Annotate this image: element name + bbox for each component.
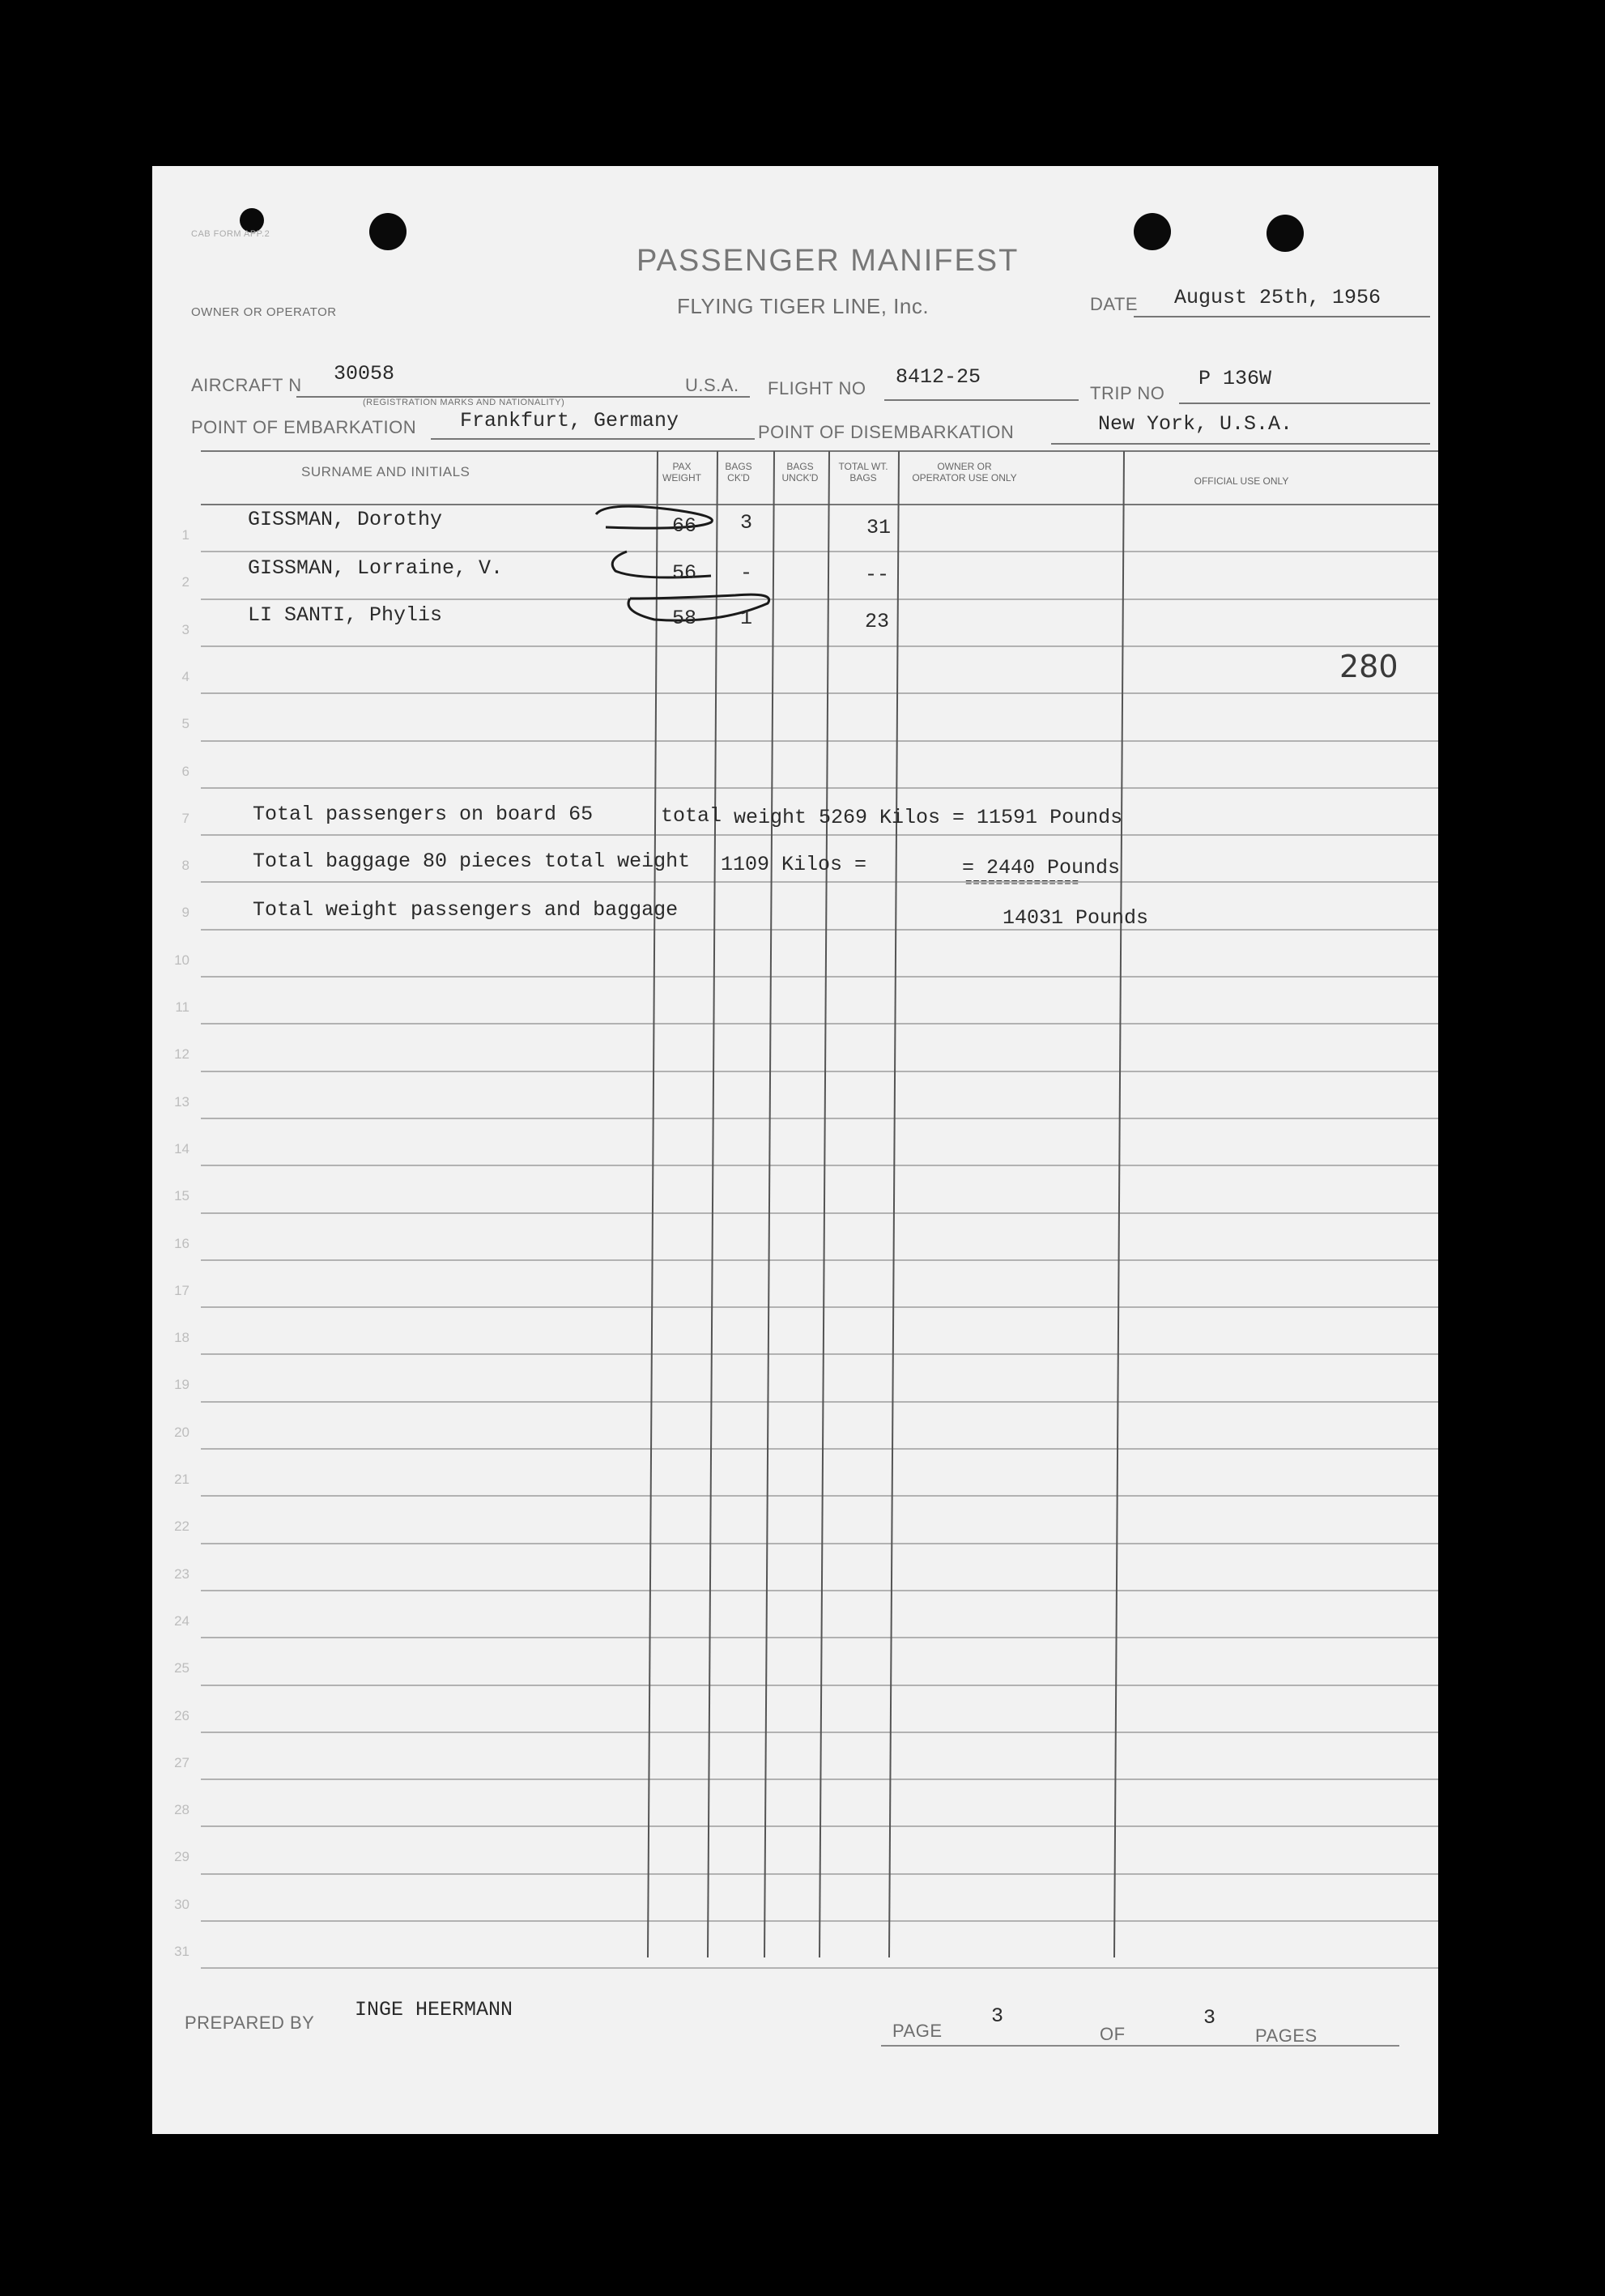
- disembark-label: POINT OF DISEMBARKATION: [758, 422, 1015, 442]
- passenger-1-name: GISSMAN, Dorothy: [248, 508, 443, 531]
- row-number: 1: [181, 527, 189, 543]
- row-number: 27: [174, 1754, 189, 1770]
- passenger-3-total-wt: 23: [865, 610, 890, 633]
- registration-note: (REGISTRATION MARKS AND NATIONALITY): [363, 398, 565, 407]
- table-column-rule: [820, 451, 829, 1957]
- date-label: DATE: [1090, 294, 1139, 314]
- row-number: 21: [174, 1472, 189, 1487]
- row-number: 9: [181, 905, 189, 921]
- summary-line-3a: Total weight passengers and baggage: [253, 898, 679, 922]
- summary-line-2a: Total baggage 80 pieces total weight: [253, 850, 691, 873]
- pages-label: PAGES: [1255, 2026, 1318, 2046]
- row-number: 7: [181, 810, 189, 826]
- col-header-bags-unckd: BAGS UNCK'D: [781, 461, 819, 483]
- flight-value: 8412-25: [896, 365, 981, 389]
- row-number: 25: [174, 1660, 189, 1676]
- date-value: August 25th, 1956: [1174, 286, 1381, 309]
- row-number: 10: [174, 952, 189, 968]
- row-number: 18: [174, 1330, 189, 1346]
- summary-line-1b: total: [661, 804, 722, 828]
- owner-label: OWNER OR OPERATOR: [191, 305, 337, 319]
- summary-line-1a: Total passengers on board 65: [253, 803, 594, 826]
- aircraft-value: 30058: [334, 362, 395, 386]
- row-number: 4: [181, 668, 189, 684]
- page-title: PASSENGER MANIFEST: [636, 244, 1020, 278]
- row-number: 22: [174, 1519, 189, 1535]
- row-number: 28: [174, 1802, 189, 1818]
- table-column-rule: [648, 451, 658, 1957]
- ruled-lines: [152, 166, 1438, 2134]
- flight-label: FLIGHT NO: [768, 378, 866, 398]
- passenger-2-total-wt: --: [865, 563, 890, 586]
- col-header-total-wt: TOTAL WT. BAGS: [838, 461, 888, 483]
- form-code: CAB FORM APP.2: [191, 229, 270, 239]
- page-label: PAGE: [892, 2021, 943, 2041]
- col-header-official-use: OFFICIAL USE ONLY: [1194, 475, 1289, 487]
- table-column-rule: [764, 451, 774, 1957]
- row-number: 16: [174, 1235, 189, 1251]
- row-number: 3: [181, 621, 189, 637]
- summary-line-2c: = 2440 Pounds: [962, 856, 1121, 880]
- passenger-3-name: LI SANTI, Phylis: [248, 603, 443, 627]
- row-number: 17: [174, 1282, 189, 1298]
- passenger-2-bags-ckd: -: [740, 561, 753, 585]
- country-label: U.S.A.: [685, 375, 739, 395]
- row-number: 23: [174, 1565, 189, 1582]
- row-number: 20: [174, 1424, 189, 1440]
- passenger-1-bags-ckd: 3: [740, 511, 753, 535]
- summary-line-2-underline: ===============: [965, 877, 1080, 890]
- row-number: 24: [174, 1612, 189, 1629]
- row-number: 6: [181, 763, 189, 779]
- owner-value: FLYING TIGER LINE, Inc.: [677, 294, 930, 318]
- summary-line-2b: 1109 Kilos =: [721, 853, 867, 876]
- passenger-3-pax-weight: 58: [672, 607, 697, 630]
- of-value: 3: [1203, 2006, 1216, 2030]
- row-number: 30: [174, 1896, 189, 1912]
- row-number: 12: [174, 1046, 189, 1063]
- col-header-owner-use: OWNER OR OPERATOR USE ONLY: [912, 461, 1017, 483]
- embark-value: Frankfurt, Germany: [460, 409, 679, 432]
- col-header-bags-ckd: BAGS CK'D: [725, 461, 752, 483]
- row-number: 11: [175, 999, 189, 1015]
- table-column-rule: [1114, 451, 1124, 1957]
- col-header-pax-weight: PAX WEIGHT: [662, 461, 701, 483]
- row-number: 26: [174, 1707, 189, 1723]
- row-number: 8: [181, 858, 189, 874]
- row-number: 2: [181, 574, 189, 590]
- trip-label: TRIP NO: [1090, 383, 1165, 403]
- passenger-1-pax-weight: 66: [672, 514, 697, 538]
- row-number: 13: [174, 1093, 189, 1110]
- embark-label: POINT OF EMBARKATION: [191, 417, 417, 437]
- summary-line-1c: weight 5269 Kilos = 11591 Pounds: [734, 806, 1123, 829]
- disembark-value: New York, U.S.A.: [1098, 412, 1293, 436]
- col-header-name: SURNAME AND INITIALS: [301, 464, 470, 479]
- row-number: 5: [181, 716, 189, 732]
- table-column-rule: [708, 451, 717, 1957]
- passenger-2-name: GISSMAN, Lorraine, V.: [248, 556, 504, 580]
- prepared-label: PREPARED BY: [185, 2013, 315, 2033]
- prepared-value: INGE HEERMANN: [355, 1998, 513, 2021]
- trip-value: P 136W: [1198, 367, 1272, 390]
- row-number: 19: [174, 1377, 189, 1393]
- summary-line-3c: 14031 Pounds: [1003, 906, 1149, 930]
- passenger-1-total-wt: 31: [866, 516, 892, 539]
- row-number: 29: [174, 1849, 189, 1865]
- manifest-sheet: [152, 166, 1438, 2134]
- page-value: 3: [991, 2004, 1004, 2028]
- row-number: 14: [174, 1140, 189, 1157]
- of-label: OF: [1100, 2024, 1126, 2044]
- stamp-number: 280: [1339, 649, 1399, 684]
- row-number: 15: [174, 1188, 189, 1204]
- table-column-rule: [889, 451, 899, 1957]
- aircraft-label: AIRCRAFT N: [191, 375, 302, 395]
- passenger-2-pax-weight: 56: [672, 561, 697, 585]
- passenger-3-bags-ckd: 1: [740, 607, 753, 630]
- row-number: 31: [174, 1944, 189, 1959]
